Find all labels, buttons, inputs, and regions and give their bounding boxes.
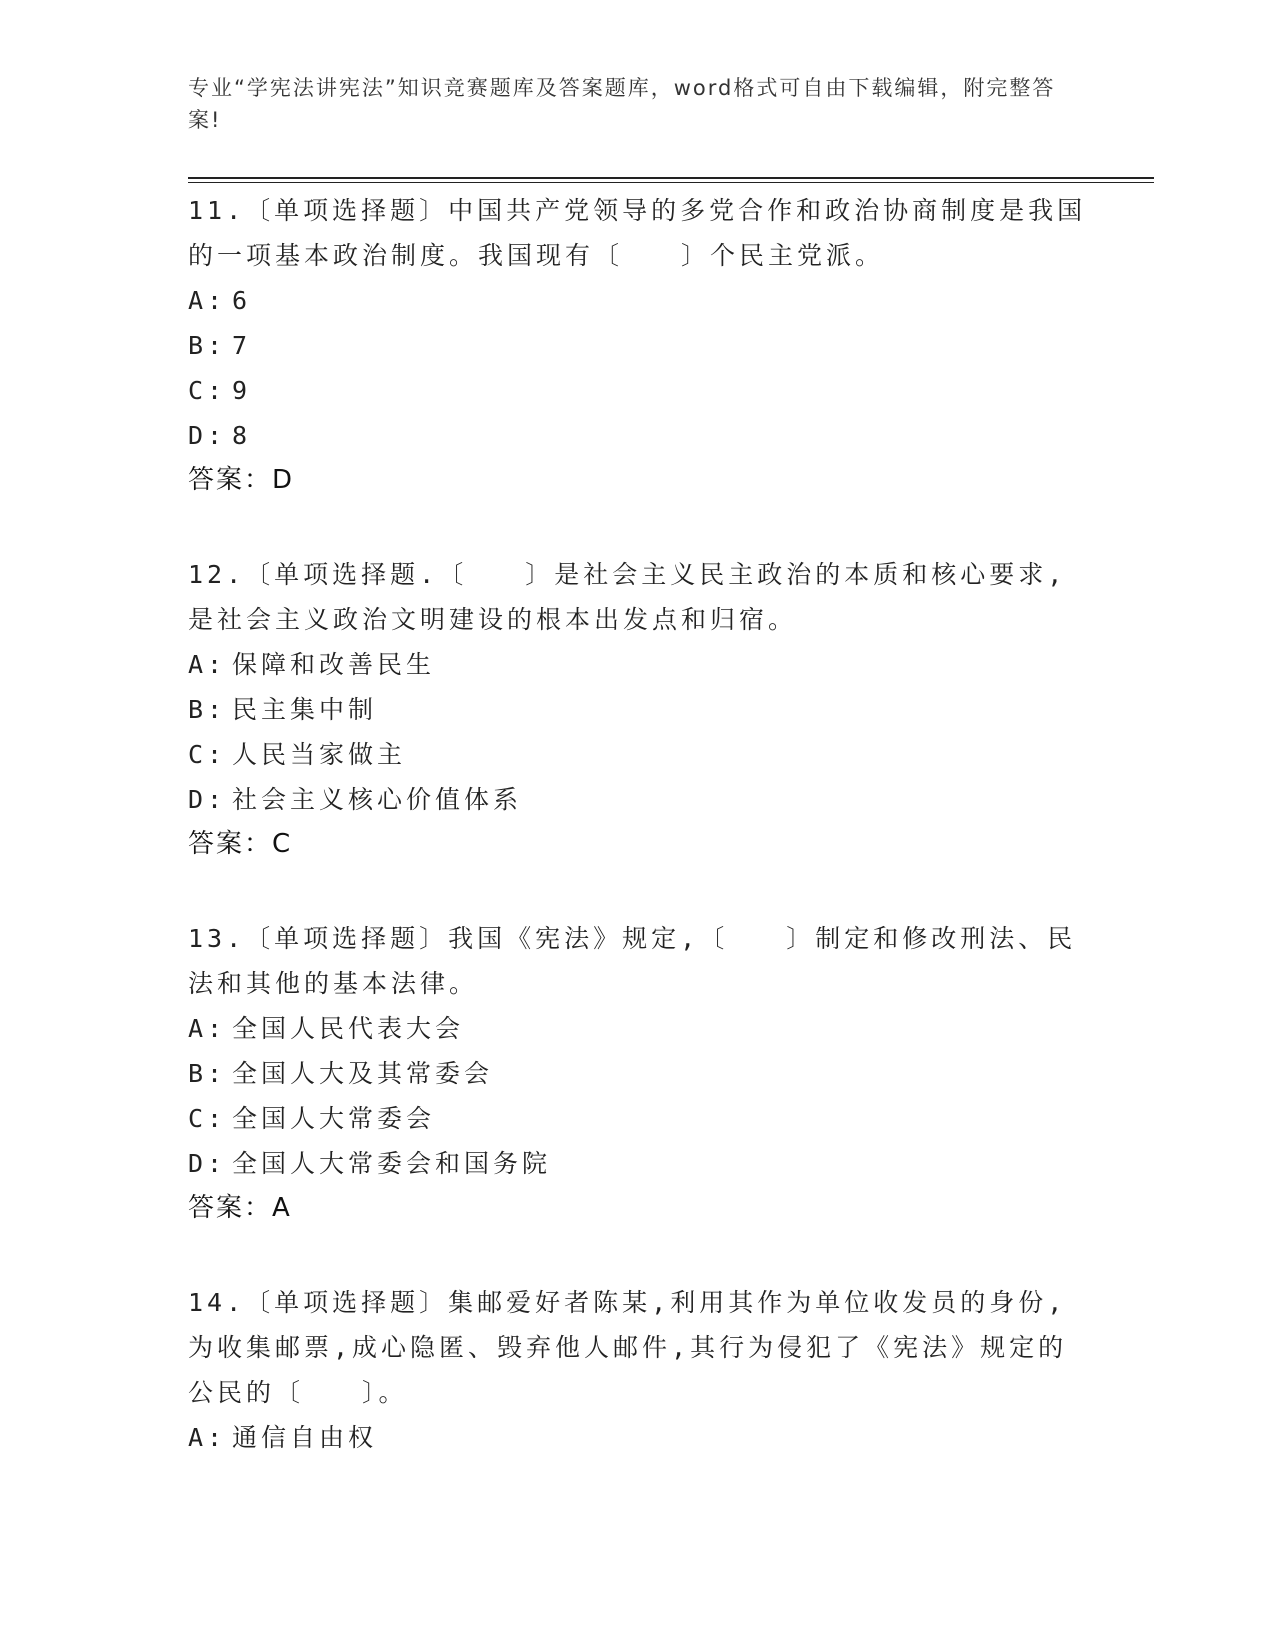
option-text: 9 <box>232 376 252 405</box>
option-text: 社会主义核心价值体系 <box>232 785 523 814</box>
option-letter: B: <box>188 331 227 360</box>
option-text: 8 <box>232 421 252 450</box>
option-letter: C: <box>188 740 227 769</box>
answer-line: 答案：C <box>188 829 293 859</box>
option-d <box>188 1141 1088 1186</box>
header-divider-thin <box>188 182 1154 183</box>
option-letter: A: <box>188 286 227 315</box>
question-text: 11.〔单项选择题〕中国共产党领导的多党合作和政治协商制度是我国的一项基本政治制度。我国现有〔 〕个民主党派。 <box>188 196 1087 270</box>
option-b <box>188 323 1088 368</box>
option-text: 全国人大常委会 <box>232 1104 436 1133</box>
option-letter: D: <box>188 785 227 814</box>
option-text: 7 <box>232 331 252 360</box>
option-text: 民主集中制 <box>232 695 378 724</box>
option-d <box>188 413 1088 458</box>
option-text: 全国人民代表大会 <box>232 1014 465 1043</box>
answer-line: 答案：A <box>188 1193 292 1223</box>
question-13 <box>188 916 1088 1231</box>
option-c <box>188 732 1088 777</box>
question-text: 14.〔单项选择题〕集邮爱好者陈某,利用其作为单位收发员的身份,为收集邮票,成心隐匿、毁弃他人邮件,其行为侵犯了《宪法》规定的公民的〔 〕。 <box>188 1288 1068 1407</box>
option-text: 6 <box>232 286 252 315</box>
option-b <box>188 687 1088 732</box>
option-letter: D: <box>188 421 227 450</box>
option-a <box>188 642 1088 687</box>
option-a <box>188 1415 1088 1460</box>
option-text: 人民当家做主 <box>232 740 407 769</box>
option-a <box>188 278 1088 323</box>
question-text: 12.〔单项选择题.〔 〕是社会主义民主政治的本质和核心要求,是社会主义政治文明建设的根本出发点和归宿。 <box>188 560 1067 634</box>
option-text: 通信自由权 <box>232 1423 378 1452</box>
option-text: 全国人大常委会和国务院 <box>232 1149 552 1178</box>
option-b <box>188 1051 1088 1096</box>
option-d <box>188 777 1088 822</box>
header-divider-thick <box>188 177 1154 179</box>
question-14 <box>188 1280 1088 1460</box>
option-c <box>188 1096 1088 1141</box>
option-text: 保障和改善民生 <box>232 650 436 679</box>
option-c <box>188 368 1088 413</box>
question-11 <box>188 188 1088 503</box>
option-letter: A: <box>188 1014 227 1043</box>
option-text: 全国人大及其常委会 <box>232 1059 494 1088</box>
answer-line: 答案：D <box>188 465 295 495</box>
option-letter: B: <box>188 695 227 724</box>
option-letter: C: <box>188 1104 227 1133</box>
document-header: 专业“学宪法讲宪法”知识竞赛题库及答案题库，word格式可自由下载编辑，附完整答案! <box>188 76 1056 132</box>
question-12 <box>188 552 1088 867</box>
option-letter: A: <box>188 650 227 679</box>
option-letter: B: <box>188 1059 227 1088</box>
option-letter: D: <box>188 1149 227 1178</box>
option-letter: C: <box>188 376 227 405</box>
option-a <box>188 1006 1088 1051</box>
option-letter: A: <box>188 1423 227 1452</box>
question-text: 13.〔单项选择题〕我国《宪法》规定,〔 〕制定和修改刑法、民法和其他的基本法律。 <box>188 924 1077 998</box>
